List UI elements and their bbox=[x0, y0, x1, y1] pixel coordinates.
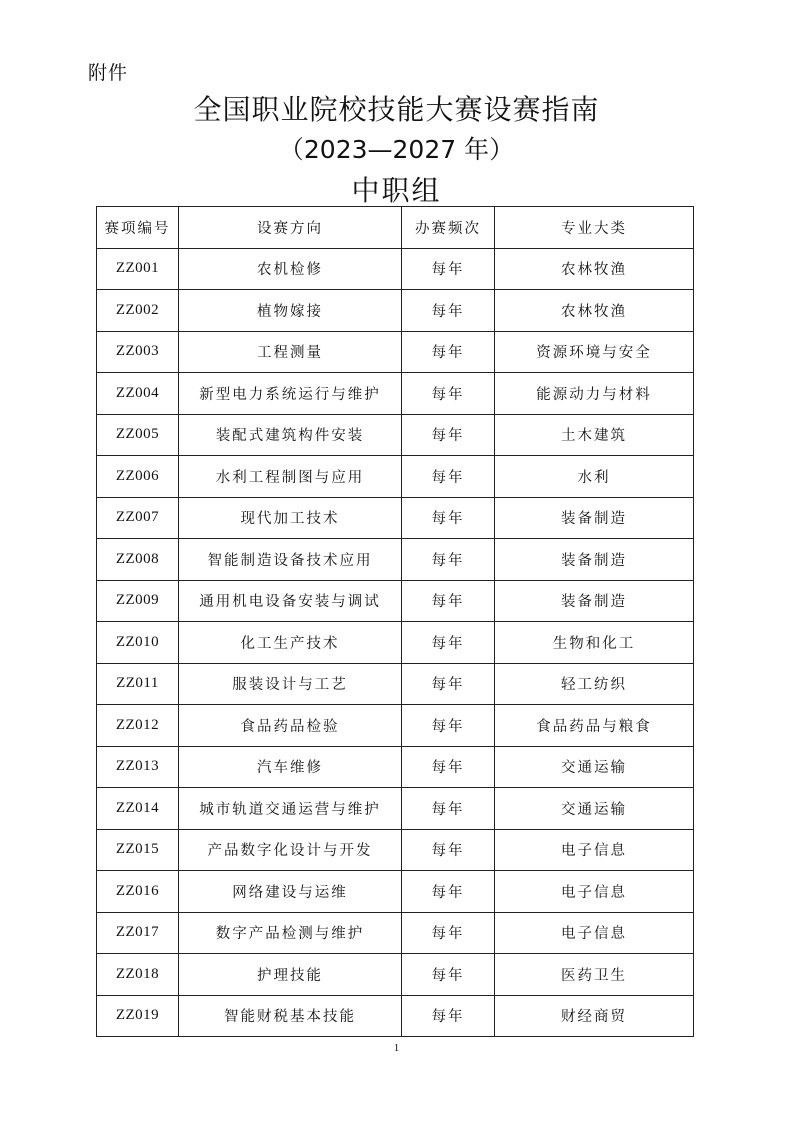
cell-category: 装备制造 bbox=[495, 580, 694, 622]
cell-category: 装备制造 bbox=[495, 497, 694, 539]
table-row bbox=[97, 829, 694, 871]
cell-frequency: 每年 bbox=[402, 788, 495, 830]
cell-frequency: 每年 bbox=[402, 497, 495, 539]
cell-code: ZZ007 bbox=[97, 497, 179, 539]
cell-frequency: 每年 bbox=[402, 414, 495, 456]
table-row bbox=[97, 663, 694, 705]
cell-category: 电子信息 bbox=[495, 871, 694, 913]
cell-code: ZZ018 bbox=[97, 954, 179, 996]
cell-direction: 通用机电设备安装与调试 bbox=[179, 580, 402, 622]
cell-direction: 现代加工技术 bbox=[179, 497, 402, 539]
cell-direction: 工程测量 bbox=[179, 331, 402, 373]
table-row bbox=[97, 580, 694, 622]
cell-direction: 护理技能 bbox=[179, 954, 402, 996]
cell-frequency: 每年 bbox=[402, 539, 495, 581]
cell-frequency: 每年 bbox=[402, 622, 495, 664]
cell-code: ZZ009 bbox=[97, 580, 179, 622]
cell-direction: 数字产品检测与维护 bbox=[179, 912, 402, 954]
cell-category: 土木建筑 bbox=[495, 414, 694, 456]
page-number: 1 bbox=[393, 1042, 400, 1054]
cell-direction: 汽车维修 bbox=[179, 746, 402, 788]
cell-direction: 产品数字化设计与开发 bbox=[179, 829, 402, 871]
table-row bbox=[97, 871, 694, 913]
header-category: 专业大类 bbox=[495, 207, 694, 249]
cell-frequency: 每年 bbox=[402, 248, 495, 290]
cell-direction: 食品药品检验 bbox=[179, 705, 402, 747]
header-direction: 设赛方向 bbox=[179, 207, 402, 249]
cell-code: ZZ002 bbox=[97, 290, 179, 332]
cell-direction: 装配式建筑构件安装 bbox=[179, 414, 402, 456]
cell-code: ZZ013 bbox=[97, 746, 179, 788]
table-body bbox=[97, 248, 694, 1037]
cell-code: ZZ011 bbox=[97, 663, 179, 705]
cell-code: ZZ015 bbox=[97, 829, 179, 871]
cell-category: 电子信息 bbox=[495, 912, 694, 954]
cell-category: 生物和化工 bbox=[495, 622, 694, 664]
document-title: 全国职业院校技能大赛设赛指南 bbox=[193, 93, 600, 126]
cell-code: ZZ016 bbox=[97, 871, 179, 913]
cell-frequency: 每年 bbox=[402, 290, 495, 332]
cell-category: 交通运输 bbox=[495, 788, 694, 830]
cell-code: ZZ008 bbox=[97, 539, 179, 581]
table-row bbox=[97, 912, 694, 954]
header-code: 赛项编号 bbox=[97, 207, 179, 249]
cell-frequency: 每年 bbox=[402, 663, 495, 705]
document-years: （2023—2027 年） bbox=[278, 135, 515, 164]
cell-direction: 智能财税基本技能 bbox=[179, 995, 402, 1037]
cell-category: 农林牧渔 bbox=[495, 248, 694, 290]
cell-frequency: 每年 bbox=[402, 705, 495, 747]
cell-code: ZZ017 bbox=[97, 912, 179, 954]
cell-category: 财经商贸 bbox=[495, 995, 694, 1037]
cell-category: 轻工纺织 bbox=[495, 663, 694, 705]
table-row bbox=[97, 705, 694, 747]
table-row bbox=[97, 373, 694, 415]
cell-frequency: 每年 bbox=[402, 746, 495, 788]
cell-frequency: 每年 bbox=[402, 373, 495, 415]
cell-code: ZZ003 bbox=[97, 331, 179, 373]
table-row bbox=[97, 331, 694, 373]
cell-frequency: 每年 bbox=[402, 954, 495, 996]
attachment-label: 附件 bbox=[88, 62, 129, 84]
cell-frequency: 每年 bbox=[402, 580, 495, 622]
table-row bbox=[97, 788, 694, 830]
table-row bbox=[97, 622, 694, 664]
cell-direction: 城市轨道交通运营与维护 bbox=[179, 788, 402, 830]
cell-direction: 网络建设与运维 bbox=[179, 871, 402, 913]
cell-category: 医药卫生 bbox=[495, 954, 694, 996]
table-row bbox=[97, 290, 694, 332]
cell-direction: 智能制造设备技术应用 bbox=[179, 539, 402, 581]
table-row bbox=[97, 995, 694, 1037]
competition-table bbox=[96, 206, 694, 1037]
table-row bbox=[97, 539, 694, 581]
cell-code: ZZ005 bbox=[97, 414, 179, 456]
cell-code: ZZ001 bbox=[97, 248, 179, 290]
table-row bbox=[97, 746, 694, 788]
cell-category: 水利 bbox=[495, 456, 694, 498]
cell-code: ZZ014 bbox=[97, 788, 179, 830]
cell-code: ZZ019 bbox=[97, 995, 179, 1037]
table-row bbox=[97, 456, 694, 498]
table-row bbox=[97, 414, 694, 456]
cell-category: 电子信息 bbox=[495, 829, 694, 871]
cell-direction: 农机检修 bbox=[179, 248, 402, 290]
cell-direction: 新型电力系统运行与维护 bbox=[179, 373, 402, 415]
cell-code: ZZ004 bbox=[97, 373, 179, 415]
cell-category: 能源动力与材料 bbox=[495, 373, 694, 415]
cell-direction: 水利工程制图与应用 bbox=[179, 456, 402, 498]
cell-category: 装备制造 bbox=[495, 539, 694, 581]
cell-code: ZZ006 bbox=[97, 456, 179, 498]
cell-category: 资源环境与安全 bbox=[495, 331, 694, 373]
cell-direction: 植物嫁接 bbox=[179, 290, 402, 332]
cell-frequency: 每年 bbox=[402, 995, 495, 1037]
cell-code: ZZ012 bbox=[97, 705, 179, 747]
cell-category: 食品药品与粮食 bbox=[495, 705, 694, 747]
cell-code: ZZ010 bbox=[97, 622, 179, 664]
cell-category: 交通运输 bbox=[495, 746, 694, 788]
cell-direction: 服装设计与工艺 bbox=[179, 663, 402, 705]
cell-frequency: 每年 bbox=[402, 829, 495, 871]
cell-direction: 化工生产技术 bbox=[179, 622, 402, 664]
table-row bbox=[97, 248, 694, 290]
table-row bbox=[97, 954, 694, 996]
table-header-row bbox=[97, 207, 694, 249]
cell-frequency: 每年 bbox=[402, 331, 495, 373]
cell-frequency: 每年 bbox=[402, 456, 495, 498]
document-group: 中职组 bbox=[351, 174, 442, 207]
header-frequency: 办赛频次 bbox=[402, 207, 495, 249]
table-row bbox=[97, 497, 694, 539]
cell-frequency: 每年 bbox=[402, 871, 495, 913]
cell-frequency: 每年 bbox=[402, 912, 495, 954]
cell-category: 农林牧渔 bbox=[495, 290, 694, 332]
